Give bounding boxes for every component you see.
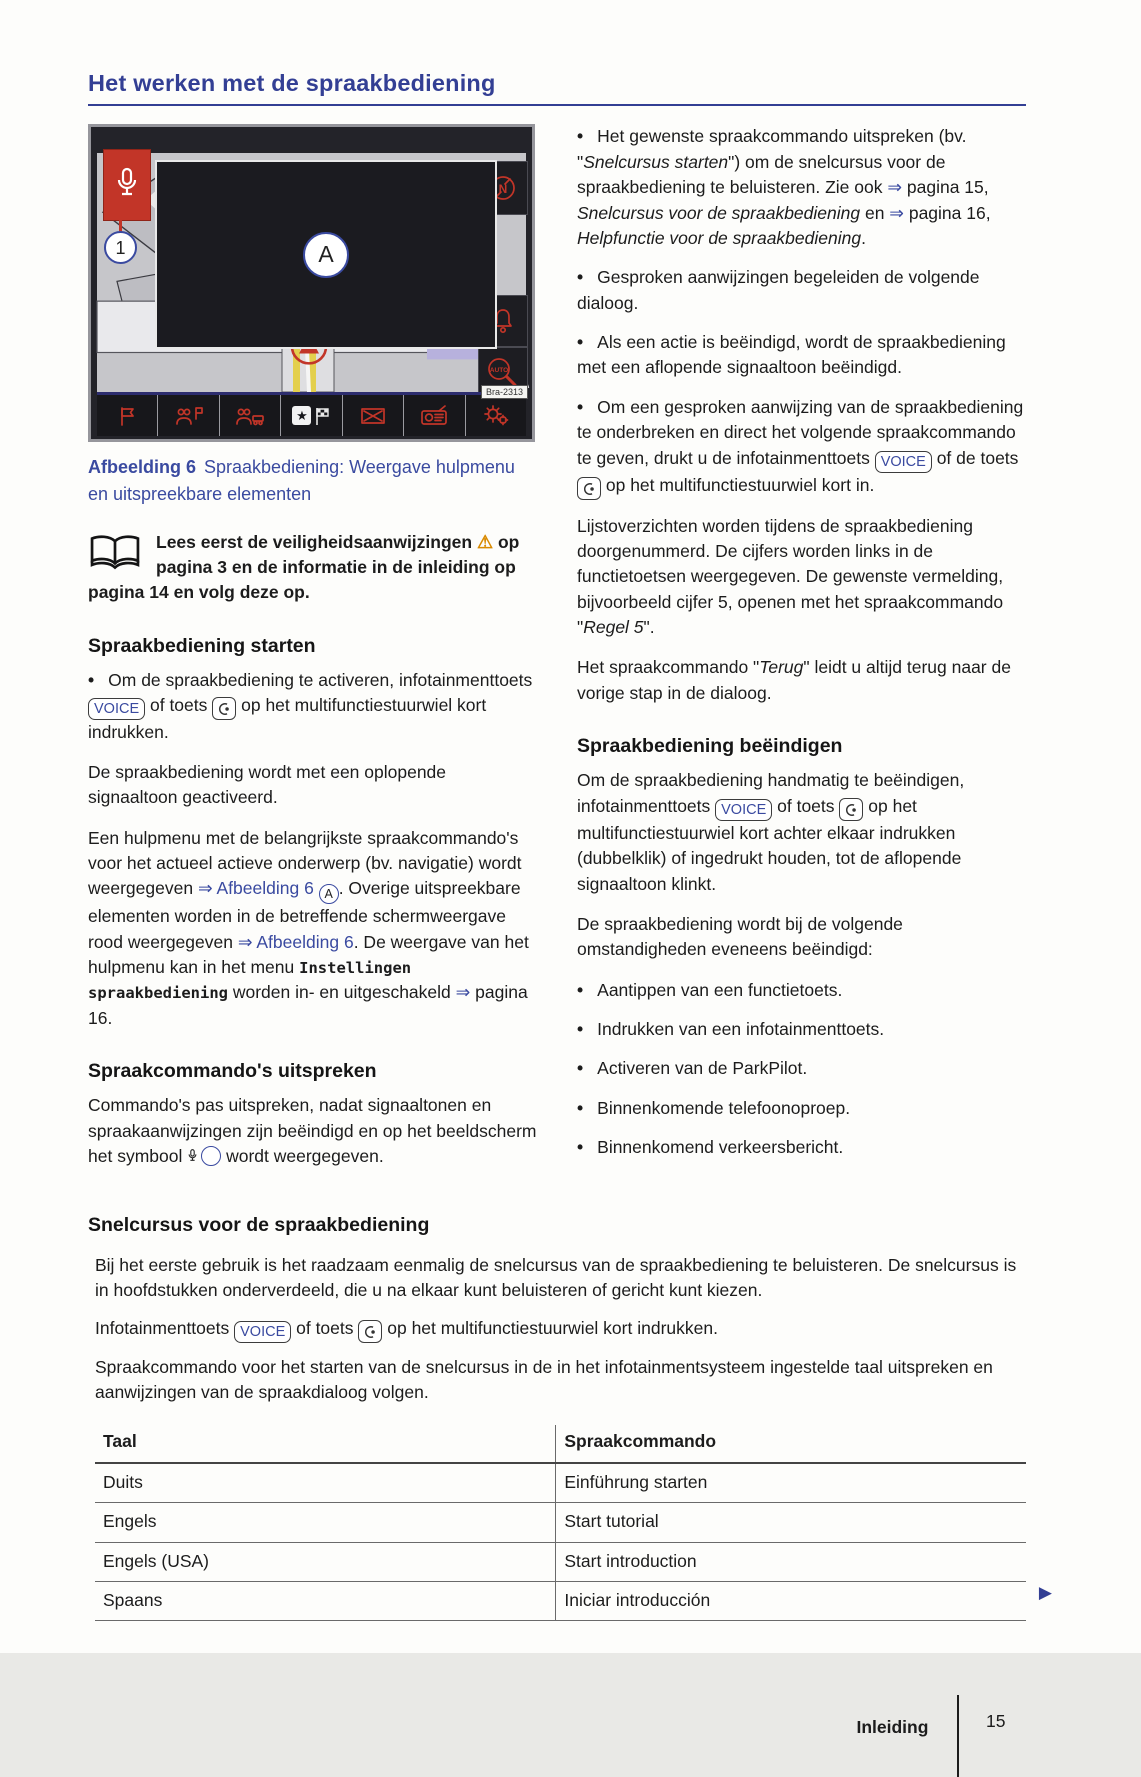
infotainment-screen [88,124,535,442]
bullet-activate: • Om de spraakbediening te activeren, infotainmenttoets VOICE of toets op het multifunctiestuurwiel kort indrukken. [88,670,533,743]
bullet-functionkey: • Aantippen van een functietoets. [577,979,843,1000]
destination-flag-icon [97,395,158,436]
figure-6-link: ⇒ Afbeelding 6 [197,878,319,899]
para-terug: Het spraakcommando "Terug" leidt u altijd terug naar de vorige stap in de dialoog. [577,657,1011,703]
ref-arrow-icon: ⇒ [887,177,903,198]
col-header-taal: Taal [95,1425,556,1462]
bullet-parkpilot: • Activeren van de ParkPilot. [577,1058,808,1079]
footer-divider [957,1695,959,1777]
help-popup [155,160,497,349]
svg-text:AUTO: AUTO [489,367,509,375]
contacts-route-icon [220,395,281,436]
manual-book-icon [88,533,142,571]
para-circumstances: De spraakbediening wordt bij de volgende omstandigheden eveneens beëindigd: [577,913,903,960]
para-snelcursus-2: Infotainmenttoets VOICE of toets op het multifunctiestuurwiel kort indrukken. [88,1316,1026,1343]
footer-section-label: Inleiding [856,1717,929,1738]
microphone-icon [103,149,151,221]
image-reference-code: Bra-2313 [481,385,528,399]
right-column [577,124,1026,1184]
notice-text-2: op pagina 3 en de informatie in de inleiding op pagina 14 en volg deze op. [88,531,520,603]
ref-arrow-icon: ⇒ [889,202,904,223]
bullet-phonecall: • Binnenkomende telefoonoproep. [577,1097,851,1118]
figure-6-link-2: ⇒ Afbeelding 6 [237,931,354,952]
heading-speak: Spraakcommando's uitspreken [88,1060,377,1083]
page-footer [88,1695,1026,1777]
safety-notice [88,529,537,606]
para-help-menu: Een hulpmenu met de belangrijkste spraakcommando's voor het actueel actieve onderwerp (bv. navigatie) wordt weergegeven ⇒ Afbeelding 6 A . Overige uitspreekbare elementen worden in de betreffende schermweergave rood weergegeven ⇒ Afbeelding 6. De weergave van het hulpmenu kan in het menu Instellingen spraakbediening worden in- en uitgeschakeld ⇒ pagina 16. [88,827,529,1028]
bullet-infotainmentkey: • Indrukken van een infotainmenttoets. [577,1019,885,1040]
callout-1: 1 [104,231,137,264]
voice-key: VOICE [875,451,932,473]
heading-snelcursus: Snelcursus voor de spraakbediening [88,1213,430,1236]
title-rule [88,104,1026,106]
speak-key-icon [839,798,863,821]
bullet-trafficreport: • Binnenkomend verkeersbericht. [577,1137,844,1158]
ref-arrow-icon: ⇒ [455,982,471,1003]
para-snelcursus-1: Bij het eerste gebruik is het raadzaam eenmalig de snelcursus van de spraakbediening te beluisteren. De snelcursus is in hoofdstukken onderverdeeld, die u na elkaar kunt beluisteren of gericht kunt kiezen. [95,1254,1017,1301]
menu-name: Instellingen spraakbediening [88,959,412,1003]
callout-A: A [303,232,349,278]
bullet-guidance: • Gesproken aanwijzingen begeleiden de volgende dialoog. [577,267,980,313]
caption-text: Spraakbediening: Weergave hulpmenu en uitspreekbare elementen [88,457,515,504]
contacts-flag-icon [158,395,219,436]
favorites-flag-icon [281,395,342,436]
cancel-route-icon [343,395,404,436]
table-row: Spaans Iniciar introducción [95,1581,1026,1620]
notice-text: Lees eerst de veiligheidsaanwijzingen [156,531,477,552]
figure-navigation-screen [88,124,535,442]
caption-label: Afbeelding 6 [88,457,197,478]
voice-key: VOICE [88,698,145,720]
auto-zoom-icon [484,356,522,388]
microphone-symbol-inline [187,1148,198,1165]
svg-text:N: N [498,182,508,197]
callout-A-inline: A [319,884,339,904]
settings-gears-icon [466,395,526,436]
footer-page-number: 15 [986,1711,1006,1732]
table-row: Engels Start tutorial [95,1503,1026,1542]
language-commands-tablewrap [88,1425,1052,1621]
figure-caption [88,454,537,506]
language-commands-table [95,1425,1026,1621]
left-column [88,124,537,1184]
para-tone: De spraakbediening wordt met een oplopende signaaltoon geactiveerd. [88,761,447,808]
heading-end: Spraakbediening beëindigen [577,735,843,758]
star-icon: ★ [292,406,311,425]
snelcursus-section [88,1211,1052,1622]
bullet-icon: • [88,670,95,691]
speak-key-icon [212,697,236,720]
para-lists: Lijstoverzichten worden tijdens de spraakbediening doorgenummerd. De cijfers worden links in de functietoetsen weergegeven. De gewenste vermelding, bijvoorbeeld cijfer 5, openen met het spraakcommando "Regel 5". [577,515,1004,638]
heading-start: Spraakbediening starten [88,634,316,657]
voice-key: VOICE [234,1321,291,1343]
table-header-row [95,1425,1026,1462]
speak-key-icon [577,477,601,500]
warning-triangle-icon: ⚠ [476,531,494,552]
col-header-spraakcommando: Spraakcommando [556,1425,1026,1462]
para-end: Om de spraakbediening handmatig te beëindigen, infotainmenttoets VOICE of toets op het multifunctiestuurwiel kort achter elkaar indrukken (dubbelklik) of ingedrukt houden, tot de aflopende signaaltoon klinkt. [577,770,965,894]
speak-key-icon [358,1320,382,1343]
para-speak: Commando's pas uitspreken, nadat signaaltonen en spraakaanwijzingen zijn beëindigd en op het beeldscherm het symbool wordt weergegeven. [88,1095,537,1167]
para-snelcursus-3: Spraakcommando voor het starten van de snelcursus in de in het infotainmentsysteem ingestelde taal uitspreken en aanwijzingen van de spraakdialoog volgen. [95,1356,993,1402]
table-continues-icon: ▶ [1038,1582,1052,1602]
page-title: Het werken met de spraakbediening [88,70,496,96]
bullet-action-end: • Als een actie is beëindigd, wordt de spraakbediening met een aflopende signaaltoon beëindigd. [577,332,1006,378]
function-key-bar [97,395,526,436]
table-row: Duits Einführung starten [95,1463,1026,1503]
table-row: Engels (USA) Start introduction [95,1542,1026,1581]
radio-icon [404,395,465,436]
bullet-interrupt: • Om een gesproken aanwijzing van de spraakbediening te onderbreken en direct het volgende spraakcommando te geven, drukt u de infotainmenttoets VOICE of de toets op het multifunctiestuurwiel kort in. [577,395,1026,500]
bullet-command: • Het gewenste spraakcommando uitspreken (bv. "Snelcursus starten") om de snelcursus voor de spraakbediening te beluisteren. Zie ook ⇒ pagina 15, Snelcursus voor de spraakbediening en ⇒ pagina 16, Helpfunctie voor de spraakbediening. [577,126,991,248]
voice-key: VOICE [715,799,772,821]
callout-1-inline [201,1146,221,1166]
